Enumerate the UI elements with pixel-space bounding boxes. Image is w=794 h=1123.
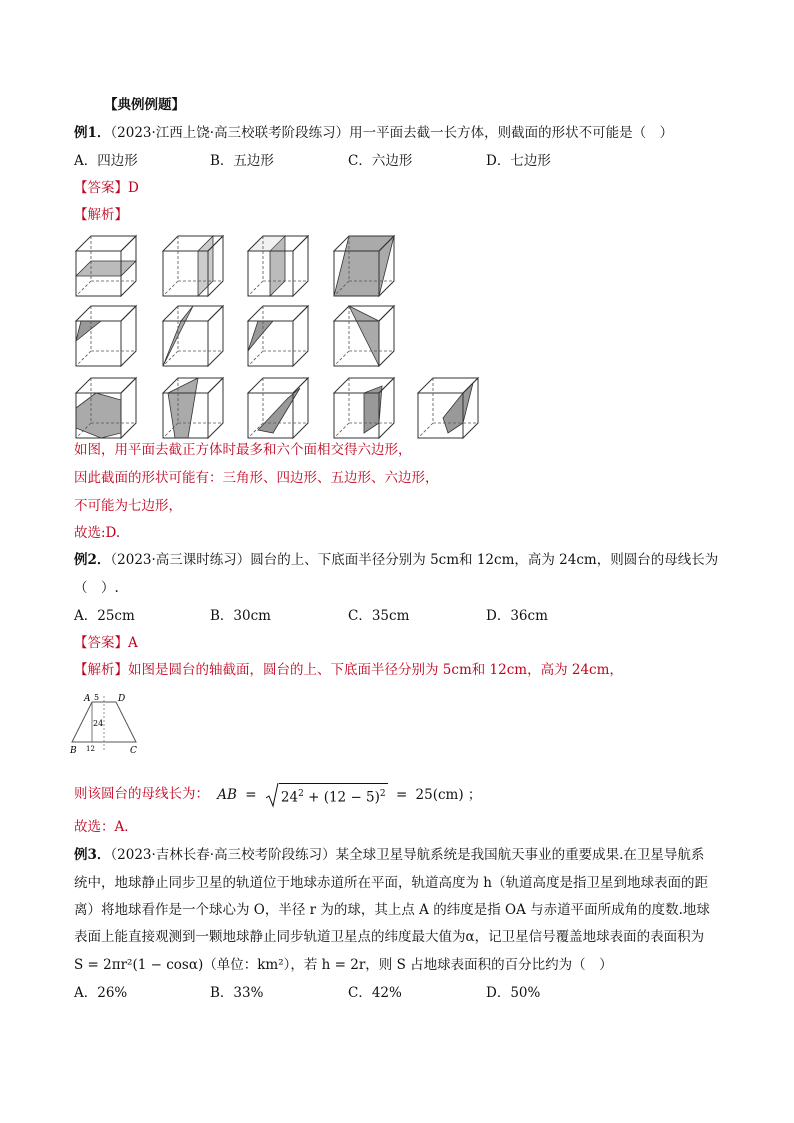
option-a: A．四边形 [74, 153, 138, 169]
cube-section-10 [163, 378, 223, 438]
cube-section-6 [163, 306, 223, 366]
analysis-label: 【解析】 [74, 662, 128, 678]
cube-section-12 [334, 378, 394, 438]
label-top-radius: 5 [94, 693, 100, 702]
formula-result: 25(cm) [415, 786, 464, 803]
cube-section-1 [76, 236, 136, 296]
formula-exp-2: 2 [379, 789, 386, 800]
example-3-line-5: S = 2πr²(1 − cosα)（单位：km²），若 h = 2r，则 S 占地球表面积的百分比约为（ ） [74, 957, 613, 973]
formula-paren: (12 − 5) [323, 789, 380, 806]
option-c: C．35cm [348, 608, 410, 624]
trapezoid-svg [70, 690, 150, 760]
cube-sections-figure [74, 234, 484, 440]
option-d: D．36cm [486, 608, 548, 624]
example-3-line-1 [74, 845, 704, 865]
analysis-text: 如图是圆台的轴截面，圆台的上、下底面半径分别为 5cm和 12cm，高为 24cm， [128, 662, 623, 678]
label-bottom-radius: 12 [86, 745, 95, 753]
example-2-analysis [74, 660, 623, 680]
cube-section-13 [418, 378, 478, 438]
option-b: B．30cm [210, 608, 271, 624]
analysis-para-2: 因此截面的形状可能有：三角形、四边形、五边形、六边形， [74, 470, 439, 486]
example-2-choose: 故选：A． [74, 819, 138, 835]
section-heading: 【典例例题】 [104, 97, 185, 113]
example-3-line-3: 离）将地球看作是一个球心为 O，半径 r 为的球，其上点 A 的纬度是指 OA 与赤道平面所成角的度数.地球 [74, 902, 710, 918]
answer-label: 【答案】 [74, 635, 128, 651]
example-1-question [74, 123, 673, 143]
example-1-options [74, 151, 714, 171]
cube-section-5 [76, 306, 136, 366]
sqrt-sign [265, 782, 279, 808]
example-3-line-4: 表面上能直接观测到一颗地球静止同步轨道卫星点的纬度最大值为α，记卫星信号覆盖地球表面的表面积为 [74, 929, 705, 945]
example-2-label: 例2． [74, 552, 111, 568]
answer-label: 【答案】 [74, 180, 128, 196]
label-d: D [118, 694, 126, 704]
example-2-formula-line [74, 779, 481, 809]
option-a: A．25cm [74, 608, 135, 624]
example-3-line-2: 统中，地球静止同步卫星的轨道位于地球赤道所在平面，轨道高度为 h（轨道高度是指卫星到地球表面的距 [74, 875, 708, 891]
label-c: C [130, 746, 137, 756]
formula-a: 24 [280, 789, 299, 806]
example-3-options [74, 983, 714, 1003]
example-2-question [74, 550, 718, 570]
answer-value: D [128, 180, 139, 196]
label-b: B [70, 746, 77, 756]
example-2-question-cont: （ ）. [74, 580, 119, 596]
option-c: C．六边形 [348, 153, 413, 169]
cube-section-4 [334, 236, 394, 296]
example-3-label: 例3． [74, 847, 111, 863]
example-1-analysis-label: 【解析】 [74, 207, 128, 223]
cube-section-8 [334, 306, 394, 366]
cube-section-9 [76, 378, 136, 438]
example-1-text: （2023·江西上饶·高三校联考阶段练习）用一平面去截一长方体，则截面的形状不可能是（ ） [110, 125, 674, 141]
cube-section-3 [248, 236, 308, 296]
analysis-para-4: 故选:D. [74, 525, 121, 541]
option-b: B．五边形 [210, 153, 274, 169]
formula-tail: ； [467, 786, 482, 803]
analysis-para-1: 如图，用平面去截正方体时最多和六个面相交得六边形， [74, 442, 412, 458]
cube-section-11 [248, 378, 308, 438]
cube-sections-svg [74, 234, 484, 440]
label-a: A [84, 694, 91, 704]
option-b: B．33% [210, 985, 264, 1001]
cube-section-2 [163, 236, 223, 296]
formula-exp-1: 2 [298, 789, 304, 800]
option-c: C．42% [348, 985, 402, 1001]
frustum-axial-section-figure [70, 690, 150, 760]
example-1-answer [74, 178, 139, 198]
option-a: A．26% [74, 985, 128, 1001]
example-3-text-1: （2023·吉林长春·高三校考阶段练习）某全球卫星导航系统是我国航天事业的重要成果.在卫星导航系 [110, 847, 705, 863]
formula-eq: = [245, 786, 257, 803]
formula-prefix: 则该圆台的母线长为： [74, 786, 209, 802]
answer-value: A [128, 635, 138, 651]
example-2-text: （2023·高三课时练习）圆台的上、下底面半径分别为 5cm和 12cm，高为 24cm，则圆台的母线长为 [110, 552, 719, 568]
formula-eq-2: = [395, 786, 408, 803]
option-d: D．50% [486, 985, 541, 1001]
example-2-answer [74, 633, 138, 653]
example-1-label: 例1． [74, 125, 111, 141]
cube-section-7 [248, 306, 308, 366]
option-d: D．七边形 [486, 153, 551, 169]
formula-sqrt [265, 780, 388, 810]
label-height: 24 [93, 719, 104, 728]
formula-lhs: AB [217, 786, 237, 803]
example-2-options [74, 606, 714, 626]
formula-plus: + [308, 789, 320, 806]
analysis-para-3: 不可能为七边形， [74, 498, 182, 514]
